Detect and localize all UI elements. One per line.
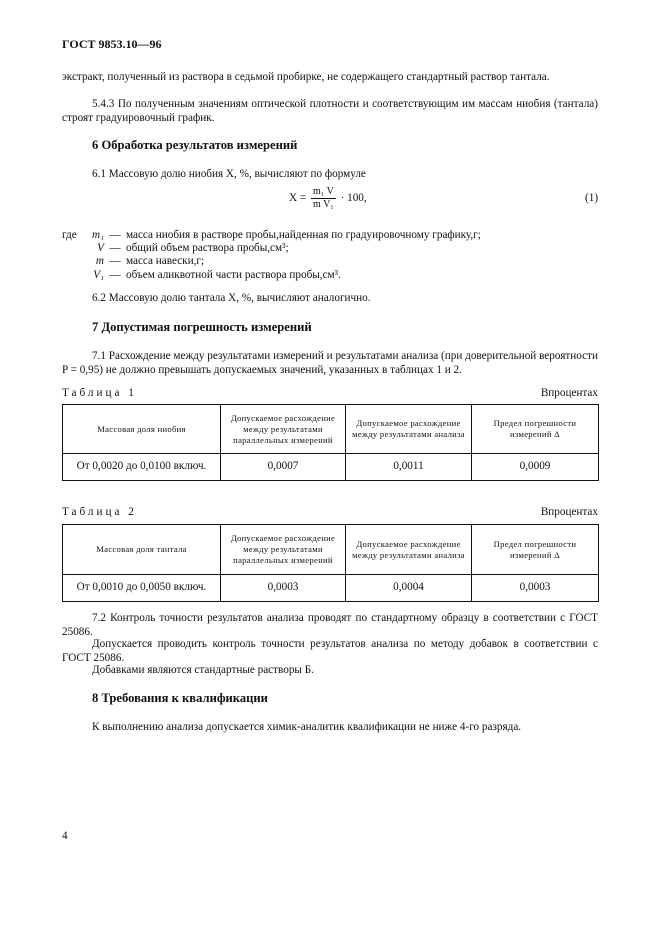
table-header-cell: Массовая доля ниобия [63, 405, 221, 454]
definition-row [62, 269, 602, 282]
definition-row [62, 255, 602, 268]
table-header-cell: Предел погрешности измерений Δ [472, 405, 599, 454]
definition-dash: — [109, 255, 121, 268]
table-cell: 0,0004 [346, 575, 472, 602]
section-6-heading: 6 Обработка результатов измерений [92, 138, 298, 152]
table-cell: 0,0011 [346, 454, 472, 481]
paragraph-7-2-additive: Допускается проводить контроль точности результатов анализа по методу добавок в соответствии с ГОСТ 25086. [62, 638, 598, 664]
table-header-cell: Допускаемое расхождение между результатами анализа [346, 525, 472, 575]
definition-dash: — [109, 229, 121, 241]
definition-dash: — [109, 242, 121, 255]
paragraph-6-1: 6.1 Массовую долю ниобия X, %, вычисляют по формуле [92, 168, 366, 180]
definition-symbol: V [97, 242, 104, 255]
table-header-cell: Массовая доля тантала [63, 525, 221, 575]
table-cell: 0,0003 [472, 575, 599, 602]
table-2-unit: Впроцентах [540, 506, 598, 518]
formula-rest: · 100, [340, 192, 367, 205]
table-header-cell: Допускаемое расхождение между результатами анализа [346, 405, 472, 454]
definitions-list [62, 229, 602, 282]
paragraph-7-2: 7.2 Контроль точности результатов анализа проводят по стандартному образцу в соответствии с ГОСТ 25086. [62, 612, 598, 638]
paragraph-7-1: 7.1 Расхождение между результатами измерений и результатами анализа (при доверительной вероятности P = 0,95) не должно превышать допускаемых значений, указанных в таблицах 1 и 2. [62, 350, 598, 376]
paragraph-8: К выполнению анализа допускается химик-аналитик квалификации не ниже 4-го разряда. [92, 721, 522, 733]
table-2 [62, 524, 599, 602]
formula-1 [289, 186, 367, 211]
where-label: где [62, 229, 77, 241]
definition-row [62, 242, 602, 255]
definition-symbol: m [95, 255, 104, 268]
definition-text: масса навески,г; [126, 255, 205, 268]
table-1-caption: Таблица 1 [62, 387, 137, 399]
definition-text: объем аликвотной части раствора пробы,см³. [126, 268, 341, 281]
table-cell: 0,0009 [472, 454, 599, 481]
formula-denominator: m V₁ [312, 199, 334, 210]
table-cell: 0,0007 [221, 454, 346, 481]
table-cell: От 0,0020 до 0,0100 включ. [63, 454, 221, 481]
formula-lhs: X = [289, 192, 307, 205]
formula-fraction [311, 186, 336, 211]
paragraph-extract: экстракт, полученный из раствора в седьмой пробирке, не содержащего стандартный раствор тантала. [62, 71, 550, 83]
definition-dash: — [109, 268, 121, 281]
paragraph-6-2: 6.2 Массовую долю тантала X, %, вычисляют аналогично. [92, 292, 371, 304]
table-cell: От 0,0010 до 0,0050 включ. [63, 575, 221, 602]
table-row [63, 454, 599, 481]
definition-symbol: m₁ [92, 229, 104, 241]
definition-symbol: V₁ [93, 268, 104, 281]
table-1 [62, 404, 599, 481]
table-cell: 0,0003 [221, 575, 346, 602]
equation-number: (1) [585, 192, 599, 204]
paragraph-7-2-standards: Добавками являются стандартные растворы Б. [92, 664, 314, 676]
section-7-heading: 7 Допустимая погрешность измерений [92, 320, 312, 334]
table-2-caption: Таблица 2 [62, 506, 137, 518]
document-header: ГОСТ 9853.10—96 [62, 37, 162, 51]
table-row [63, 575, 599, 602]
definition-text: общий объем раствора пробы,см³; [126, 242, 289, 255]
paragraph-5-4-3: 5.4.3 По полученным значениям оптической плотности и соответствующим им массам ниобия (тантала) строят градуировочный график. [62, 98, 598, 124]
table-1-unit: Впроцентах [540, 387, 598, 399]
definition-row [62, 229, 602, 242]
table-header-cell: Допускаемое расхождение между результатами параллельных измерений [221, 405, 346, 454]
definition-text: масса ниобия в растворе пробы,найденная по градуировочному графику,г; [126, 229, 481, 241]
table-header-cell: Предел погрешности измерений Δ [472, 525, 599, 575]
formula-numerator: m₁ V [312, 186, 334, 197]
table-header-cell: Допускаемое расхождение между результатами параллельных измерений [221, 525, 346, 575]
section-8-heading: 8 Требования к квалификации [92, 691, 268, 705]
page-number: 4 [62, 830, 68, 842]
